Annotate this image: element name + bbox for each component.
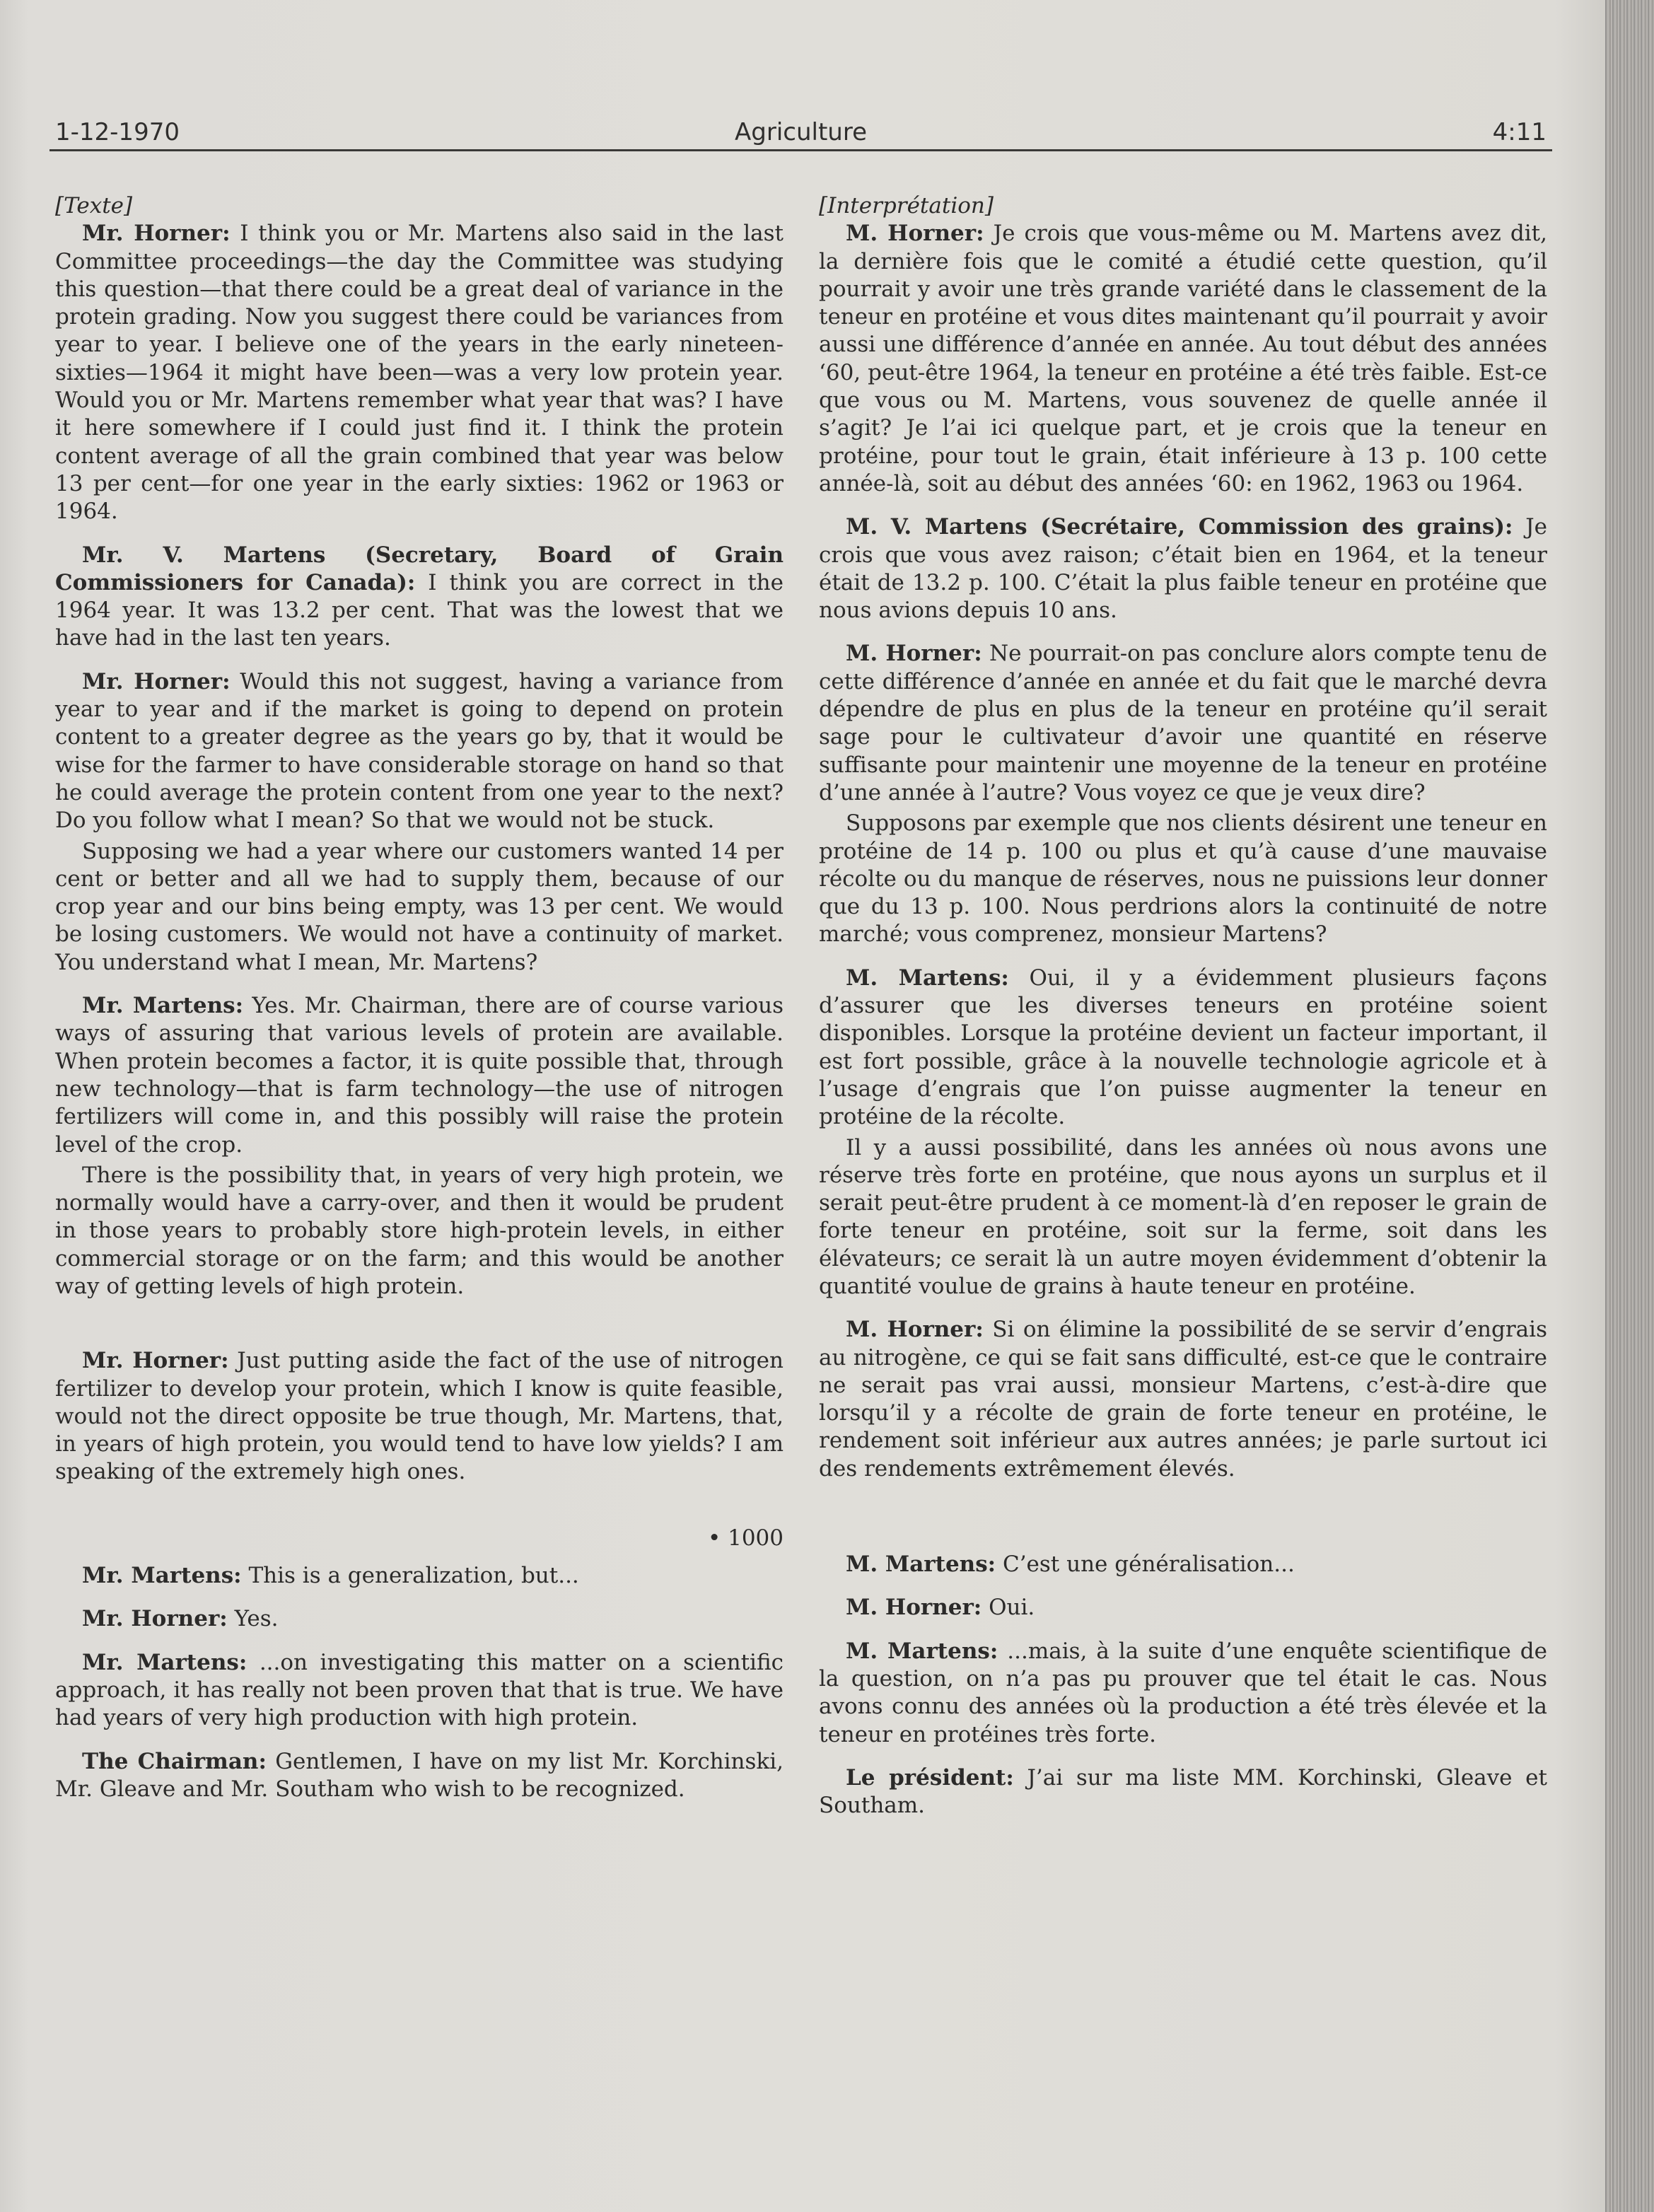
paragraph — [55, 1347, 784, 1486]
paragraph-text: Supposing we had a year where our customers wanted 14 per cent or better and all we had to supply them, because of our crop year and our bins being empty, was 13 per cent. We would be losing customers. We would not have a continuity of market. You understand what I mean, Mr. Martens? — [55, 838, 784, 975]
paragraph-text: Yes. Mr. Chairman, there are of course various ways of assuring that various levels of protein are available. When protein becomes a factor, it is quite possible that, through new technology—that is farm technology—the use of nitrogen fertilizers will come in, and this possibly will raise the protein level of the crop. — [55, 993, 784, 1158]
column-tag: [Interprétation] — [819, 193, 994, 219]
paragraph-text: J’ai sur ma liste MM. Korchinski, Gleave et Southam. — [819, 1764, 1547, 1819]
column-tag: [Texte] — [55, 193, 133, 219]
paragraph — [55, 220, 784, 525]
paragraph-text: Ne pourrait-on pas conclure alors compte tenu de cette différence d’année en année et du fait que le marché devra dépendre de plus en plus de la teneur en protéine qu’il serait sage pour le cultivateur d’avoir une quantité en réserve suffisante pour maintenir une moyenne de la teneur en protéine d’une année à l’autre? Vous voyez ce que je veux dire? — [819, 641, 1547, 805]
paragraph — [55, 668, 784, 835]
speaker-name: Mr. Horner: — [82, 668, 231, 694]
speaker-name: Mr. V. Martens (Secretary, Board of Grain Commissioners for Canada): — [55, 542, 784, 595]
paragraph — [819, 1316, 1547, 1483]
paragraph-text: Je crois que vous-même ou M. Martens avez dit, la dernière fois que le comité a étudié cette question, qu’il pourrait y avoir une très grande variété dans le classement de la teneur en protéine et vous dites maintenant qu’il pourrait y avoir aussi une différence d’année en année. Au tout début des années ‘60, peut-être 1964, la teneur en protéine a été très faible. Est-ce que vous ou M. Martens, vous souvenez de quelle année il s’agit? Je l’ai ici quelque part, et je crois que la teneur en protéine, pour tout le grain, était inférieure à 13 p. 100 cette année-là, soit au début des années ‘60: en 1962, 1963 ou 1964. — [819, 221, 1547, 496]
paragraph — [819, 1764, 1547, 1820]
paragraph-text: Would this not suggest, having a variance from year to year and if the market is going to depend on protein content to a greater degree as the years go by, that it would be wise for the farmer to have considerable storage on hand so that he could average the protein content from one year to the next? Do you follow what I mean? So that we would not be stuck. — [55, 668, 784, 834]
speaker-name: Mr. Martens: — [82, 1563, 242, 1589]
paragraph — [55, 542, 784, 653]
running-header — [49, 110, 1552, 151]
paragraph-text: I think you are correct in the 1964 year. It was 13.2 per cent. That was the lowest that we have had in the last ten years. — [55, 569, 784, 651]
speaker-name: Le président: — [846, 1764, 1014, 1791]
speaker-name: Mr. Horner: — [82, 1348, 229, 1374]
paragraph — [819, 640, 1547, 807]
paragraph — [819, 1638, 1547, 1749]
time-marker: • 1000 — [707, 1525, 784, 1551]
paragraph-text: C’est une généralisation... — [996, 1552, 1295, 1578]
paragraph-text: Just putting aside the fact of the use of nitrogen fertilizer to develop your protein, which I know is quite feasible, would not the direct opposite be true though, Mr. Martens, that, in years of high protein, you would tend to have low yields? I am speaking of the extremely high ones. — [55, 1348, 784, 1485]
french-column — [819, 192, 1547, 1835]
paragraph — [819, 1594, 1547, 1622]
speaker-name: M. Horner: — [846, 1595, 982, 1621]
paragraph — [55, 838, 784, 977]
speaker-name: M. V. Martens (Secrétaire, Commission des grains): — [846, 514, 1513, 540]
paragraph — [819, 220, 1547, 498]
paragraph-text: Yes. — [227, 1606, 279, 1632]
english-column — [55, 192, 784, 1819]
speaker-name: Mr. Horner: — [82, 1606, 228, 1632]
paragraph-text: Oui. — [982, 1595, 1035, 1621]
paragraph — [55, 1649, 784, 1733]
paragraph-text: I think you or Mr. Martens also said in the last Committee proceedings—the day the Committee was studying this question—that there could be a great deal of variance in the protein grading. Now you suggest there could be variances from year to year. I believe one of the years in the early nineteen-sixties—1964 it might have been—was a very low protein year. Would you or Mr. Martens remember what year that was? I have it here somewhere if I could just find it. I think the protein content average of all the grain combined that year was below 13 per cent—for one year in the early sixties: 1962 or 1963 or 1964. — [55, 221, 784, 525]
paragraph-text: Oui, il y a évidemment plusieurs façons d’assurer que les diverses teneurs en protéine soient disponibles. Lorsque la protéine devient un facteur important, il est fort possible, grâce à la nouvelle technologie agricole et à l’usage d’engrais que l’on puisse augmenter la teneur en protéine de la récolte. — [819, 965, 1547, 1130]
speaker-name: M. Horner: — [846, 221, 984, 247]
header-title: Agriculture — [735, 118, 867, 146]
paragraph — [55, 1162, 784, 1300]
paragraph-text: Il y a aussi possibilité, dans les années où nous avons une réserve très forte en protéine, que nous ayons un surplus et il serait peut-être prudent à ce moment-là d’en reposer le grain de forte teneur en protéine, soit sur la ferme, soit dans les élévateurs; ce serait là un autre moyen évidemment d’obtenir la quantité voulue de grains à haute teneur en protéine. — [819, 1134, 1547, 1299]
speaker-name: M. Horner: — [846, 641, 982, 667]
speaker-name: M. Horner: — [846, 1317, 984, 1343]
paragraph — [819, 513, 1547, 624]
paragraph-text: Gentlemen, I have on my list Mr. Korchinski, Mr. Gleave and Mr. Southam who wish to be recognized. — [55, 1748, 784, 1802]
paragraph — [819, 965, 1547, 1131]
paragraph-text: ...mais, à la suite d’une enquête scientifique de la question, on n’a pas pu prouver que tel était le cas. Nous avons connu des années où la production a été très élevée et la teneur en protéines très forte. — [819, 1638, 1547, 1747]
page-edge — [1605, 0, 1654, 2212]
speaker-name: M. Martens: — [846, 1552, 996, 1578]
paragraph-text: Si on élimine la possibilité de se servir d’engrais au nitrogène, ce qui se fait sans difficulté, est-ce que le contraire ne serait pas vrai aussi, monsieur Martens, c’est-à-dire que lorsqu’il y a récolte de grain de forte teneur en protéine, le rendement soit inférieur aux autres années; je parle surtout ici des rendements extrêmement élevés. — [819, 1317, 1547, 1482]
paragraph — [55, 992, 784, 1159]
speaker-name: M. Martens: — [846, 965, 1009, 991]
paragraph-text: Supposons par exemple que nos clients désirent une teneur en protéine de 14 p. 100 ou plus et qu’à cause d’une mauvaise récolte ou du manque de réserves, nous ne puissions leur donner que du 13 p. 100. Nous perdrions alors la continuité de notre marché; vous comprenez, monsieur Martens? — [819, 810, 1547, 948]
paragraph — [819, 810, 1547, 948]
paragraph — [819, 1551, 1547, 1578]
speaker-name: Mr. Martens: — [82, 993, 244, 1019]
paragraph — [819, 1134, 1547, 1301]
paragraph — [55, 1605, 784, 1633]
header-date: 1-12-1970 — [55, 118, 180, 146]
speaker-name: M. Martens: — [846, 1638, 998, 1664]
paragraph-text: Je crois que vous avez raison; c’était bien en 1964, et la teneur était de 13.2 p. 100. C’était la plus faible teneur en protéine que nous avions depuis 10 ans. — [819, 514, 1547, 624]
speaker-name: The Chairman: — [82, 1748, 267, 1774]
paragraph-text: This is a generalization, but... — [241, 1563, 579, 1589]
paragraph-text: There is the possibility that, in years of very high protein, we normally would have a carry-over, and then it would be prudent in those years to probably store high-protein levels, in either commercial storage or on the farm; and this would be another way of getting levels of high protein. — [55, 1162, 784, 1299]
header-page-number: 4:11 — [1492, 118, 1547, 146]
paragraph-text: ...on investigating this matter on a scientific approach, it has really not been proven that that is true. We have had years of very high production with high protein. — [55, 1649, 784, 1731]
paragraph — [55, 1562, 784, 1590]
paragraph — [55, 1748, 784, 1804]
speaker-name: Mr. Martens: — [82, 1649, 247, 1675]
speaker-name: Mr. Horner: — [82, 221, 231, 247]
